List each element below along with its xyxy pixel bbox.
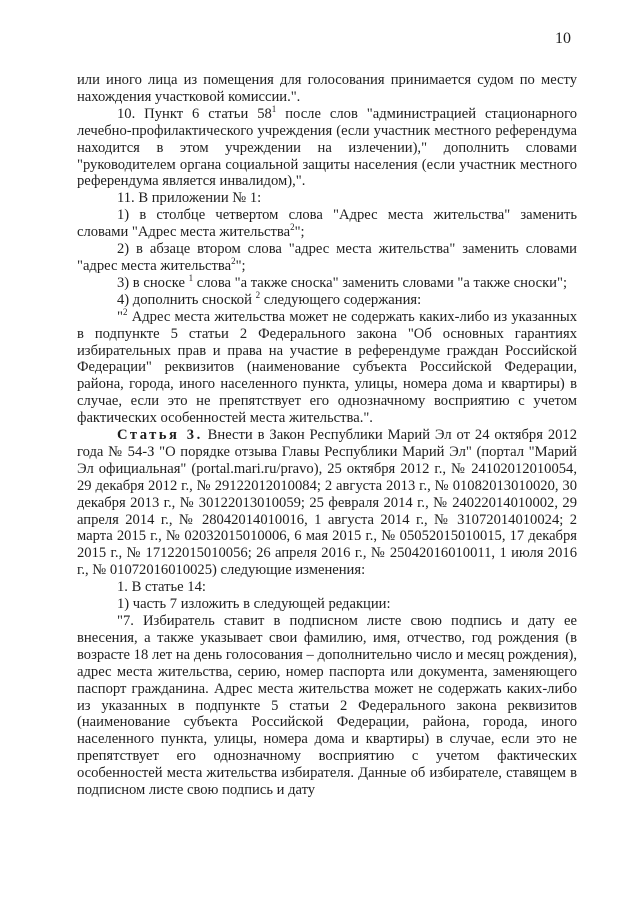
paragraph-point-1: 1. В статье 14: bbox=[117, 579, 206, 596]
paragraph-item-10: 10. Пункт 6 статьи $58^1$ после слов "администрацией стационарного лечебно-профилактического учреждения (если участник местного референдума находится в этом учреждении на излечении)," дополнить словами "руководителем органа социальной защиты населения (если участник местного референдума является инвалидом),". bbox=[77, 103, 577, 190]
paragraph-footnote-2: "$^2$ Адрес места жительства может не содержать каких-либо из указанных в подпункте 5 статьи 2 Федерального закона "Об основных гарантиях избирательных прав и права на участие в референдуме граждан Российской Федерации" реквизитов (наименование субъекта Российской Федерации, района, города, иного населенного пункта, улицы, номера дома и квартиры) в случае, если это не препятствует его однозначному восприятию с учетом фактических особенностей места жительства.". bbox=[77, 306, 577, 427]
paragraph-subitem-2: 2) в абзаце втором слова "адрес места жительства" заменить словами "адрес места жительства$^2$"; bbox=[77, 241, 577, 274]
paragraph-subpoint-1: 1) часть 7 изложить в следующей редакции: bbox=[117, 596, 391, 613]
paragraph-continuation: или иного лица из помещения для голосования принимается судом по месту нахождения участковой комиссии.". bbox=[77, 72, 577, 105]
page-number: 10 bbox=[555, 30, 571, 47]
paragraph-subitem-3: 3) в сноске $^1$ слова "а также сноска" заменить словами "а также сноски"; bbox=[117, 273, 567, 291]
paragraph-part-7: "7. Избиратель ставит в подписном листе свою подпись и дату ее внесения, а также указывает свои фамилию, имя, отчество, год рождения (в возрасте 18 лет на день голосования – дополнительно число и месяц рождения), адрес места жительства, серию, номер паспорта или документа, заменяющего паспорт гражданина. Адрес места жительства может не содержать каких-либо из указанных в подпункте 5 статьи 2 Федерального закона реквизитов (наименование субъекта Российской Федерации, района, города, иного населенного пункта, улицы, номера дома и квартиры) в случае, если это не препятствует его однозначному восприятию с учетом фактических особенностей места жительства избирателя. Данные об избирателе, ставящем в подписном листе свою подпись и дату bbox=[77, 613, 577, 799]
paragraph-item-11: 11. В приложении № 1: bbox=[117, 190, 262, 207]
paragraph-subitem-1: 1) в столбце четвертом слова "Адрес места жительства" заменить словами "Адрес места жительства$^2$"; bbox=[77, 207, 577, 241]
article-3-heading: Статья 3. bbox=[117, 427, 203, 444]
paragraph-subitem-4: 4) дополнить сноской $^2$ следующего содержания: bbox=[117, 289, 422, 308]
paragraph-article-3: Статья 3. Внести в Закон Республики Марий Эл от 24 октября 2012 года № 54-З "О порядке отзыва Главы Республики Марий Эл" (портал "Марий Эл официальная" (portal.mari.ru/pravo), 25 октября 2012 г., № 24102012010054, 29 декабря 2012 г., № 29122012010084; 2 августа 2013 г., № 01082013010020, 30 декабря 2013 г., № 30122013010059; 25 февраля 2014 г., № 24022014010002, 29 апреля 2014 г., № 28042014010016, 1 августа 2014 г., № 31072014010024; 2 марта 2015 г., № 02032015010006, 6 мая 2015 г., № 05052015010015, 17 декабря 2015 г., № 17122015010056; 26 апреля 2016 г., № 25042016010011, 1 июля 2016 г., № 01072016010025) следующие изменения: bbox=[77, 427, 578, 579]
document-body bbox=[77, 72, 577, 799]
